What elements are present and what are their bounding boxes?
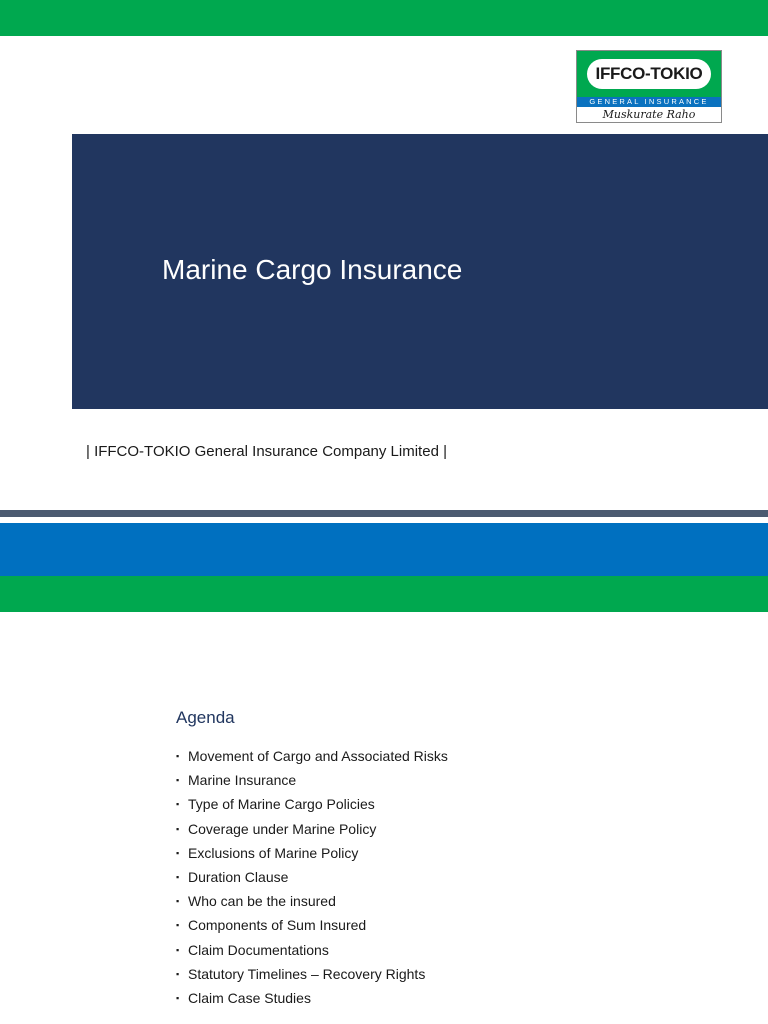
company-name: | IFFCO-TOKIO General Insurance Company Limited | — [86, 443, 447, 460]
agenda-item-text: Statutory Timelines – Recovery Rights — [188, 965, 426, 982]
square-bullet-icon: ▪ — [176, 823, 180, 834]
agenda-item-text: Who can be the insured — [188, 893, 336, 910]
logo-green-panel — [577, 51, 721, 97]
agenda-item — [176, 940, 448, 964]
square-bullet-icon: ▪ — [176, 847, 180, 858]
top-green-band — [0, 0, 768, 36]
blue-footer-band — [0, 523, 768, 576]
agenda-item-text: Coverage under Marine Policy — [188, 820, 377, 837]
agenda-item — [176, 819, 448, 843]
square-bullet-icon: ▪ — [176, 871, 180, 882]
agenda-item — [176, 891, 448, 915]
agenda-item-text: Marine Insurance — [188, 772, 297, 789]
agenda-item — [176, 867, 448, 891]
agenda-item — [176, 794, 448, 818]
square-bullet-icon: ▪ — [176, 751, 180, 761]
logo-tagline: Muskurate Raho — [602, 108, 696, 121]
square-bullet-icon: ▪ — [176, 896, 180, 907]
bottom-green-band — [0, 576, 768, 612]
agenda-list — [176, 746, 448, 1012]
agenda-item-text: Duration Clause — [188, 868, 289, 885]
square-bullet-icon: ▪ — [176, 920, 180, 931]
agenda-item-text: Type of Marine Cargo Policies — [188, 796, 375, 813]
agenda-item — [176, 746, 448, 770]
agenda-item-text: Movement of Cargo and Associated Risks — [188, 748, 448, 764]
logo-pill — [587, 59, 711, 89]
agenda-item-text: Claim Case Studies — [188, 989, 311, 1006]
logo-subtitle: GENERAL INSURANCE — [589, 97, 709, 106]
title-panel — [72, 134, 768, 409]
square-bullet-icon: ▪ — [176, 968, 180, 979]
agenda-item — [176, 988, 448, 1012]
square-bullet-icon: ▪ — [176, 992, 180, 1003]
square-bullet-icon: ▪ — [176, 944, 180, 955]
agenda-item — [176, 964, 448, 988]
agenda-item-text: Claim Documentations — [188, 941, 329, 958]
company-logo — [576, 50, 722, 123]
agenda-item — [176, 843, 448, 867]
logo-wordmark: IFFCO-TOKIO — [595, 64, 703, 83]
square-bullet-icon: ▪ — [176, 775, 180, 786]
agenda-item — [176, 915, 448, 939]
slate-divider-strip — [0, 510, 768, 517]
agenda-item-text: Exclusions of Marine Policy — [188, 844, 359, 861]
agenda-item-text: Components of Sum Insured — [188, 917, 367, 934]
agenda-heading: Agenda — [176, 708, 235, 727]
agenda-item — [176, 770, 448, 794]
slide-title: Marine Cargo Insurance — [162, 254, 463, 285]
square-bullet-icon: ▪ — [176, 799, 180, 810]
